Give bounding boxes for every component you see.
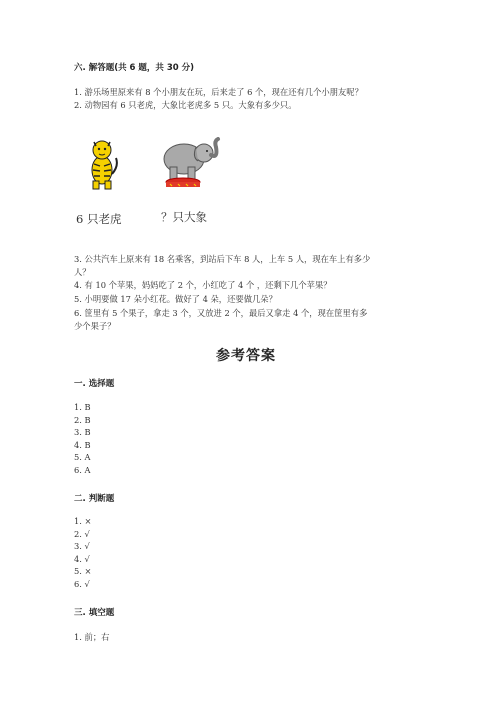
answer-item: 2. √ xyxy=(74,528,90,539)
question-3-line-2: 人？ xyxy=(74,267,91,277)
answer-item: 2. B xyxy=(74,414,91,425)
answers-fill-heading: 三. 填空题 xyxy=(74,608,115,618)
question-1: 1. 游乐场里原来有 8 个小朋友在玩，后来走了 6 个，现在还有几个小朋友呢？ xyxy=(74,87,363,97)
answer-item: 5. A xyxy=(74,452,91,462)
question-4: 4. 有 10 个苹果，妈妈吃了 2 个，小红吃了 4 个 ，还剩下几个苹果？ xyxy=(74,280,332,290)
tiger-illustration xyxy=(84,136,120,190)
answers-title: 参考答案 xyxy=(216,348,276,364)
question-5: 5. 小明要做 17 朵小红花。做好了 4 朵，还要做几朵？ xyxy=(74,294,277,304)
answers-judge-list xyxy=(74,515,92,590)
answer-item: 5. × xyxy=(74,566,92,576)
answers-choice-heading: 一. 选择题 xyxy=(74,379,115,389)
answer-item: 4. B xyxy=(74,439,91,450)
answer-item: 1. B xyxy=(74,402,91,412)
elephant-illustration xyxy=(156,137,222,189)
question-6-line-1: 6. 筐里有 5 个果子，拿走 3 个，又放进 2 个，最后又拿走 4 个，现在筐里有多 xyxy=(74,308,368,318)
answers-fill-list xyxy=(74,631,109,644)
elephant-caption: ？只大象 xyxy=(161,210,207,224)
section-heading-problems: 六. 解答题(共 6 题，共 30 分) xyxy=(74,63,195,73)
tiger-caption: 6 只老虎 xyxy=(76,212,122,226)
answer-item: 3. √ xyxy=(74,541,90,551)
answer-item: 4. √ xyxy=(74,553,90,564)
elephant-icon xyxy=(164,139,218,187)
tiger-icon xyxy=(92,141,117,189)
answer-item: 1. × xyxy=(74,516,92,526)
answers-choice-list xyxy=(74,401,91,476)
question-6-line-2: 少个果子？ xyxy=(74,321,116,331)
question-3-line-1: 3. 公共汽车上原来有 18 名乘客，到站后下车 8 人，上车 5 人，现在车上有多少 xyxy=(74,254,371,264)
answer-item: 3. B xyxy=(74,427,91,437)
answer-item: 6. √ xyxy=(74,578,90,589)
answer-item: 1. 前；右 xyxy=(74,632,110,642)
answers-judge-heading: 二. 判断题 xyxy=(74,494,115,504)
answer-item: 6. A xyxy=(74,464,91,475)
question-2: 2. 动物园有 6 只老虎，大象比老虎多 5 只。大象有多少只。 xyxy=(74,100,297,110)
